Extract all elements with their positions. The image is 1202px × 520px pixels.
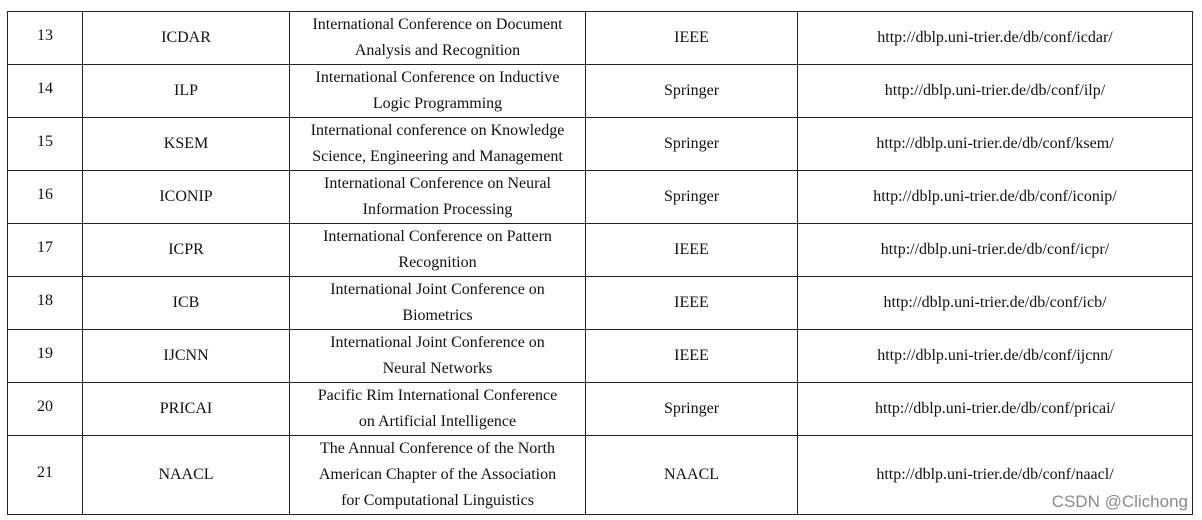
abbreviation-cell: PRICAI [83,383,290,436]
conference-name-line: International Conference on Document [312,16,563,33]
publisher-cell: Springer [586,118,798,171]
dblp-url-cell: http://dblp.uni-trier.de/db/conf/naacl/ [798,436,1193,515]
conference-name-line: International Conference on Neural [323,175,551,192]
row-number-cell: 20 [8,383,83,436]
conference-name-cell [290,277,586,330]
row-number-cell: 18 [8,277,83,330]
abbreviation-cell: NAACL [83,436,290,515]
dblp-url-cell: http://dblp.uni-trier.de/db/conf/icdar/ [798,12,1193,65]
conference-name-line: Recognition [398,254,477,271]
conference-name-line: International Joint Conference on [330,281,545,298]
abbreviation-cell: ICDAR [83,12,290,65]
dblp-url-cell: http://dblp.uni-trier.de/db/conf/icpr/ [798,224,1193,277]
table-row [8,118,1193,171]
conference-name-line: Science, Engineering and Management [312,148,563,165]
watermark: CSDN @Clichong [1051,492,1188,511]
conference-name-line: Pacific Rim International Conference [317,387,558,404]
row-number-cell: 17 [8,224,83,277]
dblp-url-cell: http://dblp.uni-trier.de/db/conf/ijcnn/ [798,330,1193,383]
table-row [8,65,1193,118]
publisher-cell: Springer [586,383,798,436]
conference-name-line: International Conference on Inductive [315,69,560,86]
row-number-cell: 14 [8,65,83,118]
abbreviation-cell: ICONIP [83,171,290,224]
conference-name-line: International Joint Conference on [330,334,545,351]
publisher-cell: IEEE [586,330,798,383]
table-row [8,224,1193,277]
row-number-cell: 13 [8,12,83,65]
conference-name-line: on Artificial Intelligence [358,413,517,430]
conference-name-line: American Chapter of the Association [318,466,557,483]
row-number-cell: 15 [8,118,83,171]
abbreviation-cell: IJCNN [83,330,290,383]
abbreviation-cell: KSEM [83,118,290,171]
publisher-cell: IEEE [586,277,798,330]
table-row [8,171,1193,224]
dblp-url-cell: http://dblp.uni-trier.de/db/conf/iconip/ [798,171,1193,224]
row-number-cell: 16 [8,171,83,224]
publisher-cell: Springer [586,65,798,118]
conference-name-cell [290,224,586,277]
dblp-url-cell: http://dblp.uni-trier.de/db/conf/ksem/ [798,118,1193,171]
dblp-url-cell: http://dblp.uni-trier.de/db/conf/pricai/ [798,383,1193,436]
table-row [8,330,1193,383]
table-row [8,436,1193,515]
conference-name-cell [290,330,586,383]
row-number-cell: 19 [8,330,83,383]
abbreviation-cell: ILP [83,65,290,118]
conference-name-cell [290,383,586,436]
abbreviation-cell: ICB [83,277,290,330]
table-row [8,383,1193,436]
dblp-url-cell: http://dblp.uni-trier.de/db/conf/icb/ [798,277,1193,330]
publisher-cell: IEEE [586,224,798,277]
conference-name-cell [290,12,586,65]
publisher-cell: Springer [586,171,798,224]
table-row [8,12,1193,65]
conference-name-line: The Annual Conference of the North [319,440,556,457]
conference-table-body [8,12,1193,515]
abbreviation-cell: ICPR [83,224,290,277]
conference-table [7,11,1193,515]
dblp-url-cell: http://dblp.uni-trier.de/db/conf/ilp/ [798,65,1193,118]
conference-name-cell [290,171,586,224]
conference-name-line: Analysis and Recognition [354,42,521,59]
table-row [8,277,1193,330]
conference-name-cell [290,65,586,118]
conference-name-line: Neural Networks [382,360,493,377]
conference-name-line: for Computational Linguistics [341,492,534,509]
conference-name-line: Information Processing [362,201,513,218]
row-number-cell: 21 [8,436,83,515]
conference-name-line: Biometrics [402,307,473,324]
conference-name-cell [290,118,586,171]
conference-name-line: Logic Programming [372,95,503,112]
conference-name-cell [290,436,586,515]
publisher-cell: NAACL [586,436,798,515]
conference-name-line: International Conference on Pattern [323,228,552,245]
conference-name-line: International conference on Knowledge [310,122,565,139]
publisher-cell: IEEE [586,12,798,65]
